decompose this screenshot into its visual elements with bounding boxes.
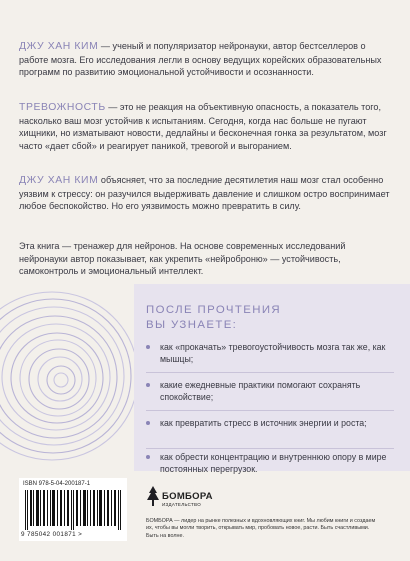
list-item-text: как обрести концентрацию и внутреннюю опору в мире постоянных перегрузок. xyxy=(160,452,387,475)
divider xyxy=(146,410,394,411)
takeaways-title-line-2: ВЫ УЗНАЕТЕ: xyxy=(146,319,238,331)
publisher-brand: БОМБОРА xyxy=(162,491,213,502)
bullet-dot xyxy=(146,455,150,459)
bullet-dot xyxy=(146,421,150,425)
publisher-note: БОМБОРА — лидер на рынке полезных и вдохновляющих книг. Мы любим книги и создаем их, чтобы вы могли творить, открывать мир, пробовать новое, расти. Быть счастливыми. Быть на волне. xyxy=(146,518,376,539)
takeaways-title-line-1: ПОСЛЕ ПРОЧТЕНИЯ xyxy=(146,304,282,316)
list-item-text: как превратить стресс в источник энергии и роста; xyxy=(160,418,367,428)
explain-paragraph xyxy=(19,174,391,213)
author-bio xyxy=(19,40,391,79)
barcode-digits: 9 785042 001871 > xyxy=(21,531,83,538)
divider xyxy=(146,448,394,449)
author-name-2: ДЖУ ХАН КИМ xyxy=(19,175,99,186)
author-bio-text: — ученый и популяризатор нейронауки, автор бестселлеров о работе мозга. Его исследования легли в основу ведущих корейских образовательных программ по развитию эмоциональной устойчивости и осознанности. xyxy=(19,41,382,78)
author-name: ДЖУ ХАН КИМ xyxy=(19,41,99,52)
barcode xyxy=(19,478,127,541)
explain-text: объясняет, что за последние десятилетия наш мозг стал особенно уязвим к стрессу: он разучился выдерживать давление и слишком остро воспринимает любое беспокойство. Но его уязвимость можно превратить в силу. xyxy=(19,175,390,212)
bullet-dot xyxy=(146,345,150,349)
list-item-text: как «прокачать» тревогоустойчивость мозга так же, как мышцы; xyxy=(160,342,386,365)
book-description: Эта книга — тренажер для нейронов. На основе современных исследований нейронауки автор показывает, как укрепить «нейроброню» — устойчивость, самоконтроль и эмоциональный интеллект. xyxy=(19,241,346,277)
divider xyxy=(146,372,394,373)
anxiety-paragraph xyxy=(19,101,391,152)
bombora-logo-icon xyxy=(146,486,160,508)
anxiety-text: — это не реакция на объективную опасность, а показатель того, насколько ваш мозг устойчив к испытаниям. Сегодня, когда нас больше не пугают хищники, но изматывают новости, дедлайны и бесконечная гонка за результатом, мозг часто «дает сбой» и реагирует паникой, тревогой и выгоранием. xyxy=(19,102,387,151)
bullet-dot xyxy=(146,383,150,387)
list-item-text: какие ежедневные практики помогают сохранять спокойствие; xyxy=(160,380,361,403)
takeaways-title xyxy=(146,303,281,333)
barcode-bars xyxy=(25,490,121,530)
anxiety-heading: ТРЕВОЖНОСТЬ xyxy=(19,102,106,113)
takeaways-panel xyxy=(134,284,410,475)
publisher-subtitle: ИЗДАТЕЛЬСТВО xyxy=(162,502,202,507)
tree-rings-illustration xyxy=(0,280,152,470)
isbn-number: ISBN 978-5-04-200187-1 xyxy=(23,481,91,487)
